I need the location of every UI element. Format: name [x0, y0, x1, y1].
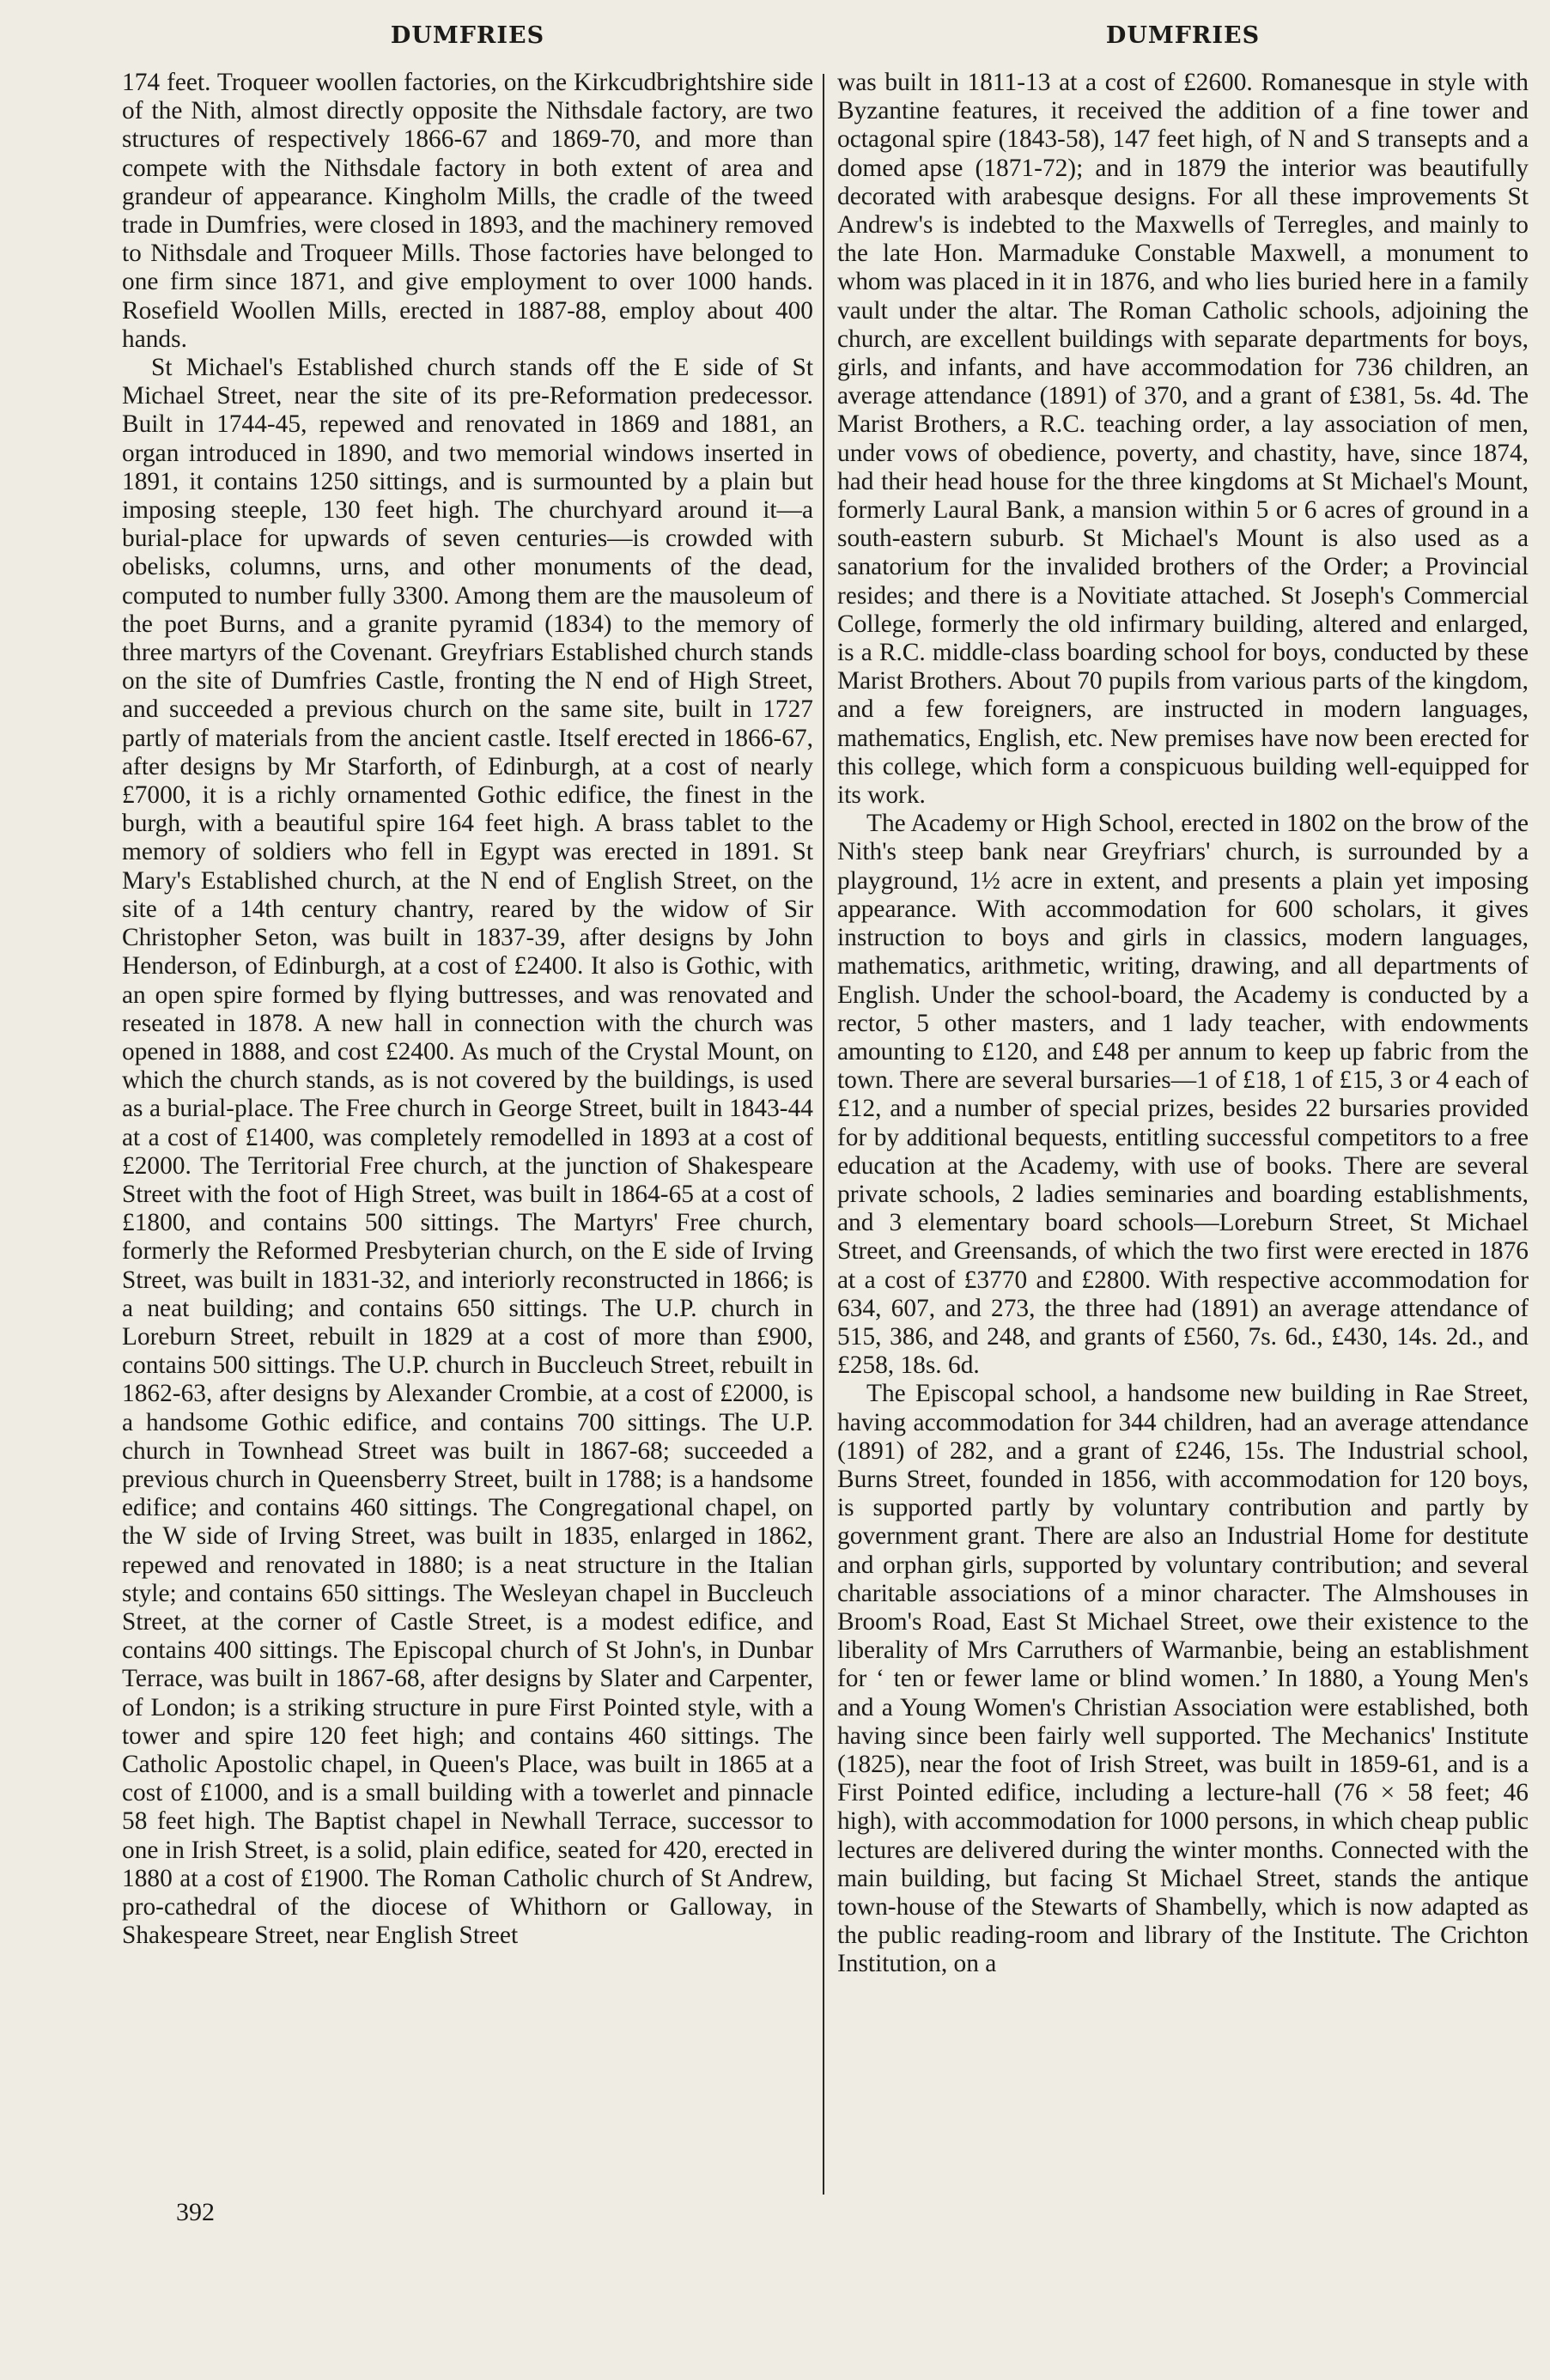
left-column [122, 69, 813, 2301]
paragraph: The Episcopal school, a handsome new building in Rae Street, having accommodation for 344 children, had an average attendance (1891) of 282, and a grant of £246, 15s. The Industrial school, Burns Street, founded in 1856, with accommodation for 120 boys, is supported partly by voluntary contribution and partly by government grant. There are also an Industrial Home for destitute and orphan girls, supported by voluntary contribution; and several charitable associations of a minor character. The Almshouses in Broom's Road, East St Michael Street, owe their existence to the liberality of Mrs Carruthers of Warmanbie, being an establishment for ‘ ten or fewer lame or blind women.’ In 1880, a Young Men's and a Young Women's Christian Association were established, both having since been fairly well supported. The Mechanics' Institute (1825), near the foot of Irish Street, was built in 1859-61, and is a First Pointed edifice, including a lecture-hall (76 × 58 feet; 46 high), with accommodation for 1000 persons, in which cheap public lectures are delivered during the winter months. Connected with the main building, but facing St Michael Street, stands the antique town-house of the Stewarts of Shambelly, which is now adapted as the public reading-room and library of the Institute. The Crichton Institution, on a [837, 1380, 1529, 1978]
paragraph: was built in 1811-13 at a cost of £2600. Romanesque in style with Byzantine features, it received the addition of a fine tower and octagonal spire (1843-58), 147 feet high, of N and S transepts and a domed apse (1871-72); and in 1879 the interior was beautifully decorated with arabesque designs. For all these improvements St Andrew's is indebted to the Maxwells of Terregles, and mainly to the late Hon. Marmaduke Constable Maxwell, a monument to whom was placed in it in 1876, and who lies buried here in a family vault under the altar. The Roman Catholic schools, adjoining the church, are excellent buildings with separate departments for boys, girls, and infants, and have accommodation for 736 children, an average attendance (1891) of 370, and a grant of £381, 5s. 4d. The Marist Brothers, a R.C. teaching order, a lay association of men, under vows of obedience, poverty, and chastity, have, since 1874, had their head house for the three kingdoms at St Michael's Mount, formerly Laural Bank, a mansion within 5 or 6 acres of ground in a south-eastern suburb. St Michael's Mount is also used as a sanatorium for the invalided brothers of the Order; a Provincial resides; and there is a Novitiate attached. St Joseph's Commercial College, formerly the old infirmary building, altered and enlarged, is a R.C. middle-class boarding school for boys, conducted by these Marist Brothers. About 70 pupils from various parts of the kingdom, and a few foreigners, are instructed in modern languages, mathematics, English, etc. New premises have now been erected for this college, which form a conspicuous building well-equipped for its work. [837, 69, 1529, 810]
paragraph: 174 feet. Troqueer woollen factories, on the Kirkcudbrightshire side of the Nith, almost directly opposite the Nithsdale factory, are two structures of respectively 1866-67 and 1869-70, and more than compete with the Nithsdale factory in both extent of area and grandeur of appearance. Kingholm Mills, the cradle of the tweed trade in Dumfries, were closed in 1893, and the machinery removed to Nithsdale and Troqueer Mills. Those factories have belonged to one firm since 1871, and give employment to over 1000 hands. Rosefield Woollen Mills, erected in 1887-88, employ about 400 hands. [122, 69, 813, 353]
column-divider [823, 74, 824, 2195]
paragraph: St Michael's Established church stands off the E side of St Michael Street, near the site of its pre-Reformation predecessor. Built in 1744-45, repewed and renovated in 1869 and 1881, an organ introduced in 1890, and two memorial windows inserted in 1891, it contains 1250 sittings, and is surmounted by a plain but imposing steeple, 130 feet high. The churchyard around it—a burial-place for upwards of seven centuries—is crowded with obelisks, columns, urns, and other monuments of the dead, computed to number fully 3300. Among them are the mausoleum of the poet Burns, and a granite pyramid (1834) to the memory of three martyrs of the Covenant. Greyfriars Established church stands on the site of Dumfries Castle, fronting the N end of High Street, and succeeded a previous church on the same site, built in 1727 partly of materials from the ancient castle. Itself erected in 1866-67, after designs by Mr Starforth, of Edinburgh, at a cost of nearly £7000, it is a richly ornamented Gothic edifice, the finest in the burgh, with a beautiful spire 164 feet high. A brass tablet to the memory of soldiers who fell in Egypt was erected in 1891. St Mary's Established church, at the N end of English Street, on the site of a 14th century chantry, reared by the widow of Sir Christopher Seton, was built in 1837-39, after designs by John Henderson, of Edinburgh, at a cost of £2400. It also is Gothic, with an open spire formed by flying buttresses, and was renovated and reseated in 1878. A new hall in connection with the church was opened in 1888, and cost £2400. As much of the Crystal Mount, on which the church stands, as is not covered by the buildings, is used as a burial-place. The Free church in George Street, built in 1843-44 at a cost of £1400, was completely remodelled in 1893 at a cost of £2000. The Territorial Free church, at the junction of Shakespeare Street with the foot of High Street, was built in 1864-65 at a cost of £1800, and contains 500 sittings. The Martyrs' Free church, formerly the Reformed Presbyterian church, on the E side of Irving Street, was built in 1831-32, and interiorly reconstructed in 1866; is a neat building; and contains 650 sittings. The U.P. church in Loreburn Street, rebuilt in 1829 at a cost of more than £900, contains 500 sittings. The U.P. church in Buccleuch Street, rebuilt in 1862-63, after designs by Alexander Crombie, at a cost of £2000, is a handsome Gothic edifice, and contains 700 sittings. The U.P. church in Townhead Street was built in 1867-68; succeeded a previous church in Queensberry Street, built in 1788; is a handsome edifice; and contains 460 sittings. The Congregational chapel, on the W side of Irving Street, was built in 1835, enlarged in 1862, repewed and renovated in 1880; is a neat structure in the Italian style; and contains 650 sittings. The Wesleyan chapel in Buccleuch Street, at the corner of Castle Street, is a modest edifice, and contains 400 sittings. The Episcopal church of St John's, in Dunbar Terrace, was built in 1867-68, after designs by Slater and Carpenter, of London; is a striking structure in pure First Pointed style, with a tower and spire 120 feet high; and contains 460 sittings. The Catholic Apostolic chapel, in Queen's Place, was built in 1865 at a cost of £1000, and is a small building with a towerlet and pinnacle 58 feet high. The Baptist chapel in Newhall Terrace, successor to one in Irish Street, is a solid, plain edifice, seated for 420, erected in 1880 at a cost of £1900. The Roman Catholic church of St Andrew, pro-cathedral of the diocese of Whithorn or Galloway, in Shakespeare Street, near English Street [122, 354, 813, 1950]
running-header-right: DUMFRIES [1105, 22, 1261, 49]
page-number: 392 [176, 2198, 215, 2226]
right-column [837, 69, 1529, 2301]
paragraph: The Academy or High School, erected in 1802 on the brow of the Nith's steep bank near Greyfriars' church, is surrounded by a playground, 1½ acre in extent, and presents a plain yet imposing appearance. With accommodation for 600 scholars, it gives instruction to boys and girls in classics, modern languages, mathematics, arithmetic, writing, drawing, and all departments of English. Under the school-board, the Academy is conducted by a rector, 5 other masters, and 1 lady teacher, with endowments amounting to £120, and £48 per annum to keep up fabric from the town. There are several bursaries—1 of £18, 1 of £15, 3 or 4 each of £12, and a number of special prizes, besides 22 bursaries provided for by additional bequests, entitling successful competitors to a free education at the Academy, with use of books. There are several private schools, 2 ladies seminaries and boarding establishments, and 3 elementary board schools—Loreburn Street, St Michael Street, and Greensands, of which the two first were erected in 1876 at a cost of £3770 and £2800. With respective accommodation for 634, 607, and 273, the three had (1891) an average attendance of 515, 386, and 248, and grants of £560, 7s. 6d., £430, 14s. 2d., and £258, 18s. 6d. [837, 810, 1529, 1380]
running-header-left: DUMFRIES [390, 22, 545, 49]
